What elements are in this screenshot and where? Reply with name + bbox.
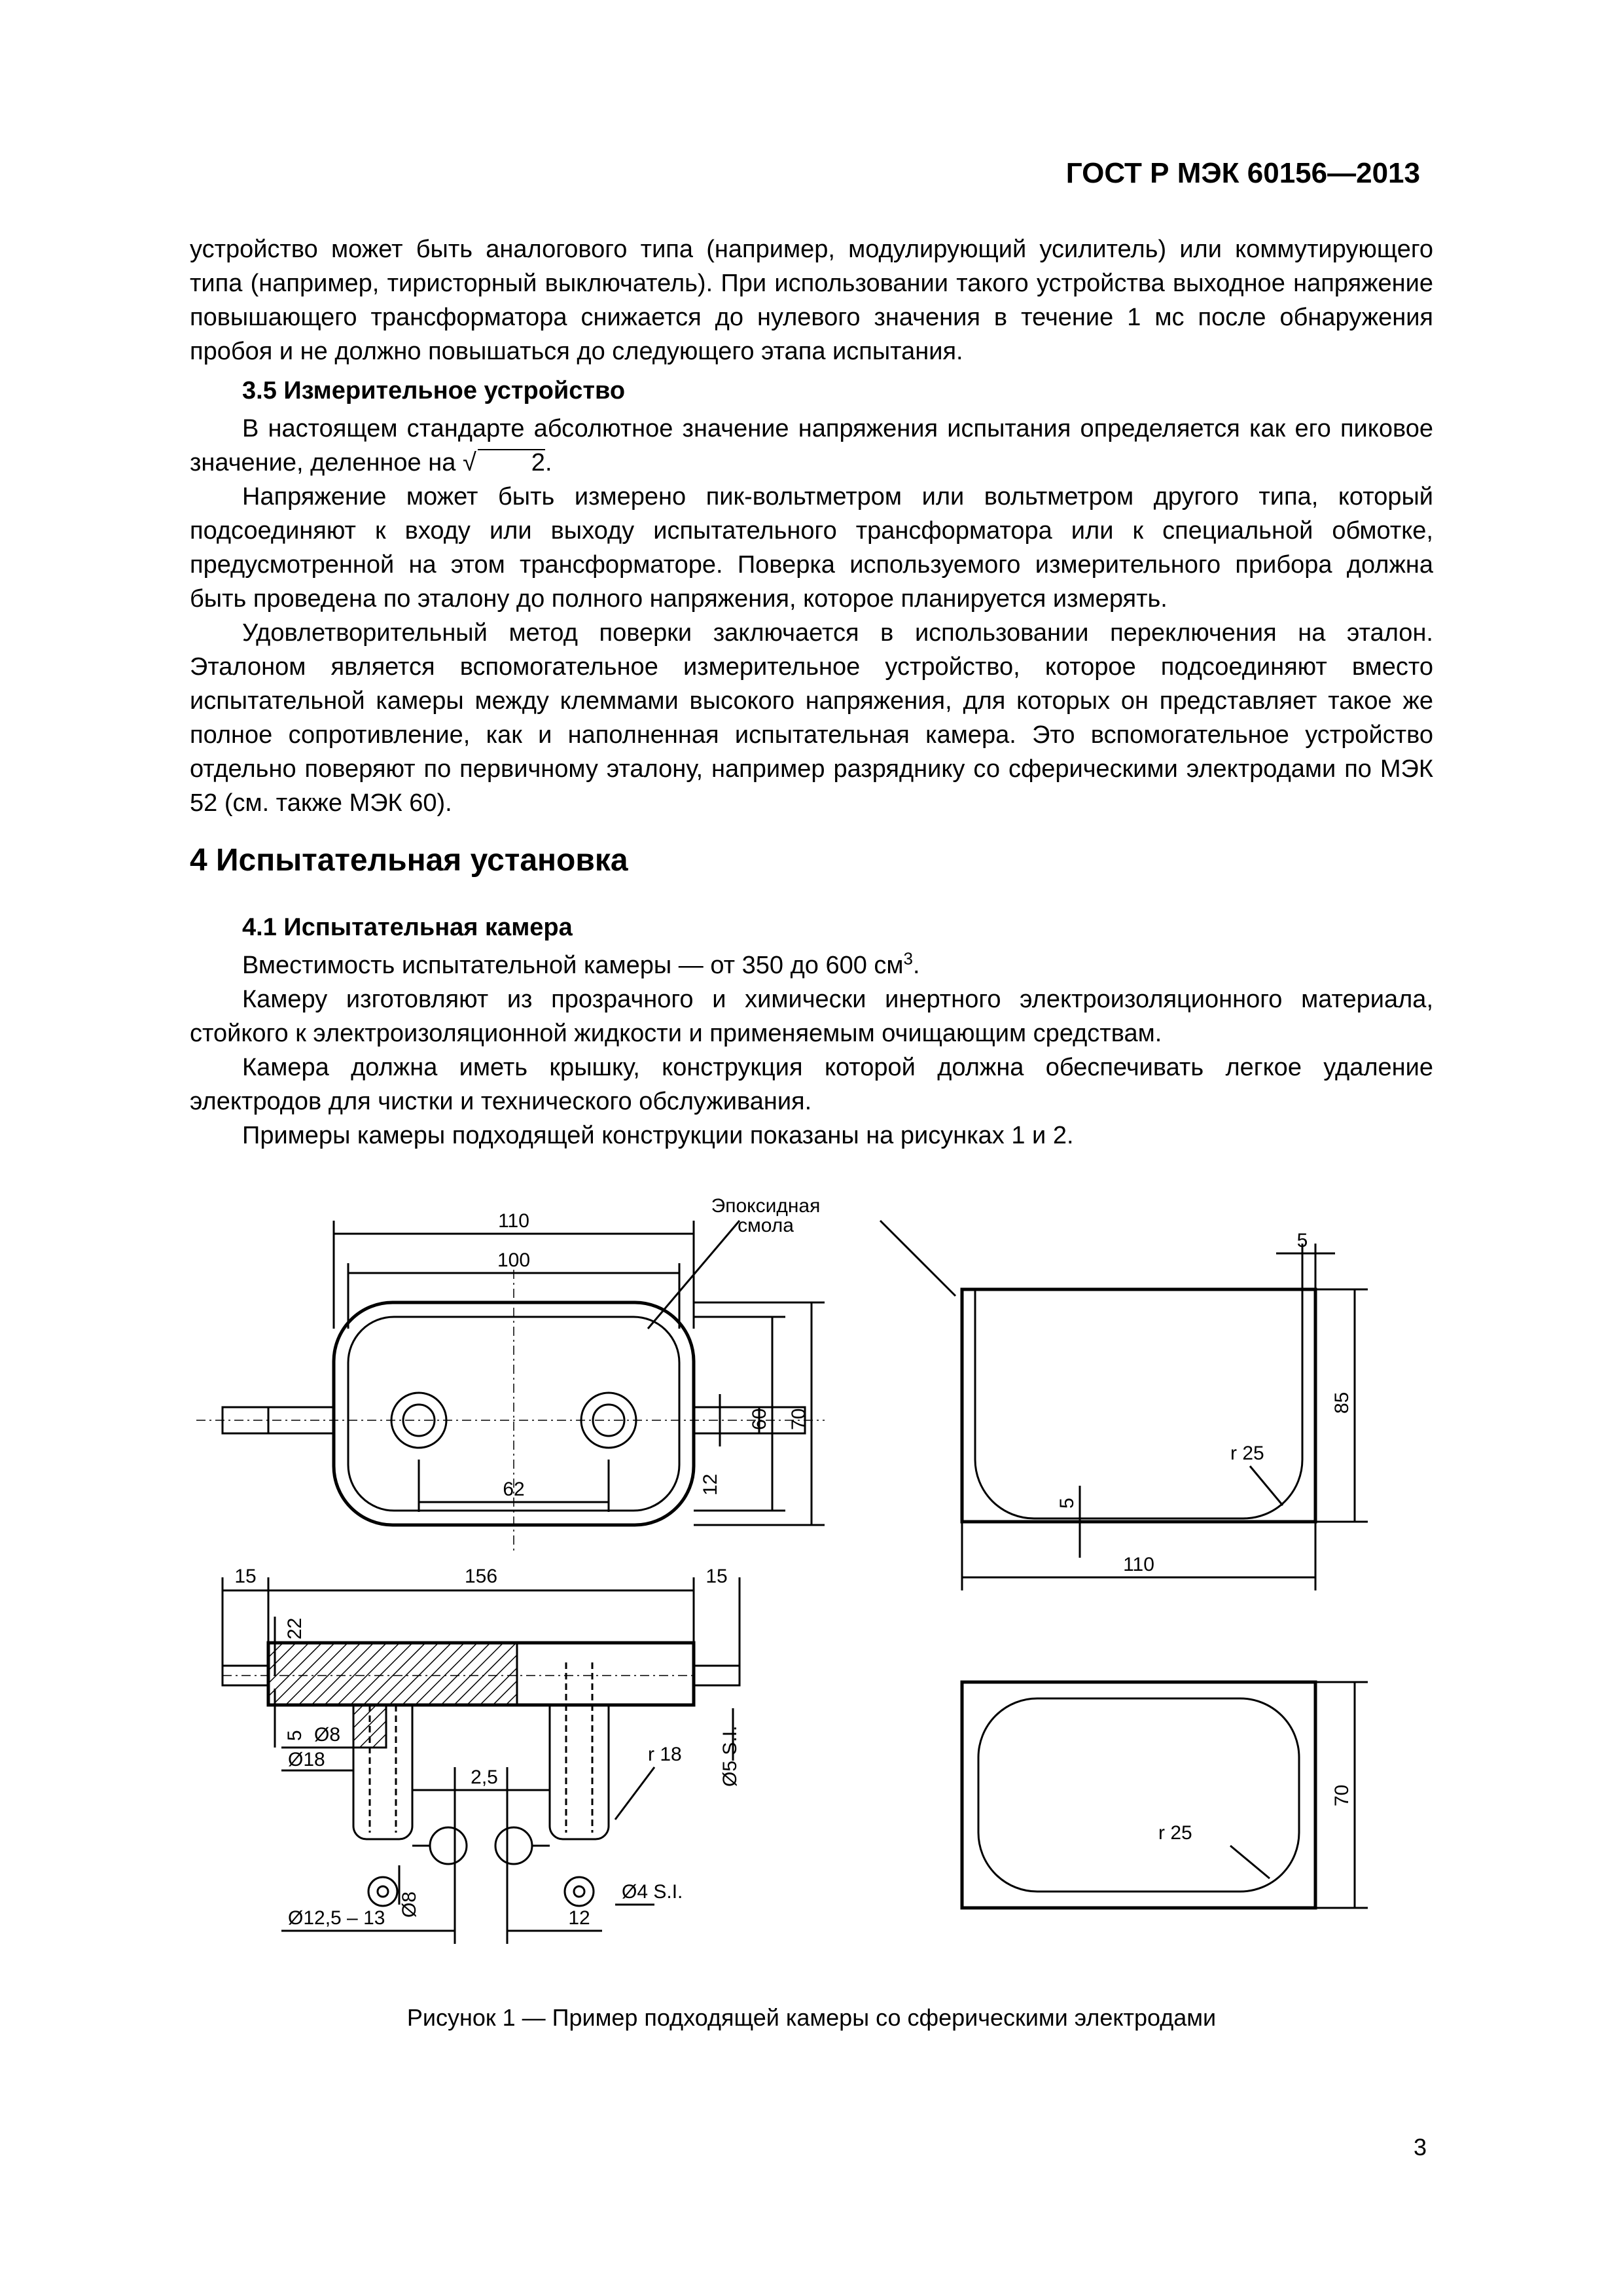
section-heading-4: 4 Испытательная установка	[190, 843, 628, 878]
page-number: 3	[1413, 2134, 1427, 2161]
dim-22: 22	[284, 1617, 306, 1640]
figure-caption: Рисунок 1 — Пример подходящей камеры со сферическими электродами	[406, 2004, 1217, 2031]
sphere-electrode-right	[495, 1827, 532, 1864]
dim-d8: Ø8	[314, 1724, 341, 1746]
dim-2-5: 2,5	[471, 1767, 498, 1788]
dim-r25-side: r 25	[1230, 1443, 1264, 1464]
dim-12: 12	[700, 1473, 721, 1496]
dim-r25-bottom: r 25	[1158, 1822, 1192, 1844]
section-heading-3-5: 3.5 Измерительное устройство	[242, 377, 626, 404]
label-epoxy-line2: смола	[738, 1215, 794, 1236]
paragraph: Напряжение может быть измерено пик-вольтметром или вольтметром другого типа, который подсоединяют к входу или выходу испытательного трансформатора или к специальной обмотке, предусмотренной на этом трансформаторе. Поверка используемого измерительного прибора должна быть проведена по эталону до полного напряжения, которое планируется измерять.	[190, 483, 1433, 613]
dim-156: 156	[464, 1566, 498, 1587]
dim-70-bottom: 70	[1331, 1784, 1353, 1806]
dim-60: 60	[749, 1408, 770, 1430]
body-text	[190, 232, 1433, 1153]
chamber-side-view	[962, 1289, 1315, 1522]
label-epoxy-line1: Эпоксидная	[711, 1195, 821, 1217]
dim-70-side: 70	[788, 1408, 810, 1430]
dim-d12-5-13: Ø12,5 – 13	[288, 1907, 385, 1929]
paragraph: Камера должна иметь крышку, конструкция которой должна обеспечивать легкое удаление электродов для чистки и технического обслуживания.	[190, 1054, 1433, 1115]
paragraph: Камеру изготовляют из прозрачного и химически инертного электроизоляционного материала, стойкого к электроизоляционной жидкости и применяемым очищающим средствам.	[190, 986, 1433, 1047]
dim-d18: Ø18	[288, 1749, 325, 1770]
paragraph: Удовлетворительный метод поверки заключается в использовании переключения на эталон. Эталоном является вспомогательное измерительное устройство, которое подсоединяют вместо испытательной камеры между клеммами высокого напряжения, для которых он представляет такое же полное сопротивление, как и наполненная испытательная камера. Это вспомогательное устройство отдельно поверяют по первичному эталону, например разряднику со сферическими электродами по МЭК 52 (см. также МЭК 60).	[190, 619, 1433, 817]
dim-5-left: 5	[284, 1730, 306, 1741]
dim-15-right: 15	[705, 1566, 728, 1587]
hatched-section	[268, 1643, 517, 1748]
technical-drawing	[196, 1172, 1414, 1996]
standard-code-header: ГОСТ Р МЭК 60156—2013	[1065, 157, 1420, 189]
paragraph: устройство может быть аналогового типа (например, модулирующий усилитель) или коммутирующего типа (например, тиристорный выключатель). При использовании такого устройства выходное напряжение повышающего трансформатора снижается до нулевого значения в течение 1 мс после обнаружения пробоя и не должно повышаться до следующего этапа испытания.	[190, 236, 1433, 365]
dim-r18: r 18	[648, 1744, 682, 1765]
dim-d4-si: Ø4 S.I.	[622, 1881, 683, 1903]
dim-110-right: 110	[1123, 1554, 1154, 1575]
paragraph: Вместимость испытательной камеры — от 350 до 600 $см^3$.	[242, 948, 920, 979]
paragraph: В настоящем стандарте абсолютное значение напряжения испытания определяется как его пиковое значение, деленное на √ 2.	[190, 415, 1433, 476]
chamber-side-inner	[975, 1289, 1302, 1518]
dim-85: 85	[1331, 1391, 1353, 1414]
sqrt-symbol: √	[462, 449, 476, 476]
dim-15-left: 15	[234, 1566, 257, 1587]
dim-12-bottom: 12	[568, 1907, 590, 1929]
dim-5-inner: 5	[1056, 1498, 1078, 1509]
dim-110-top: 110	[498, 1210, 529, 1232]
section-heading-4-1: 4.1 Испытательная камера	[242, 914, 573, 941]
dim-100: 100	[497, 1249, 531, 1271]
sphere-electrode-left	[430, 1827, 467, 1864]
figure-1-drawing	[196, 1172, 1414, 1996]
chamber-bottom-view	[962, 1682, 1315, 1908]
dim-d8-vertical: Ø8	[399, 1891, 420, 1918]
dim-62: 62	[503, 1479, 525, 1500]
paragraph: Примеры камеры подходящей конструкции показаны на рисунках 1 и 2.	[242, 1122, 1074, 1149]
dim-5-top: 5	[1296, 1230, 1308, 1251]
dim-d5-si: Ø5 S.I.	[719, 1725, 741, 1787]
